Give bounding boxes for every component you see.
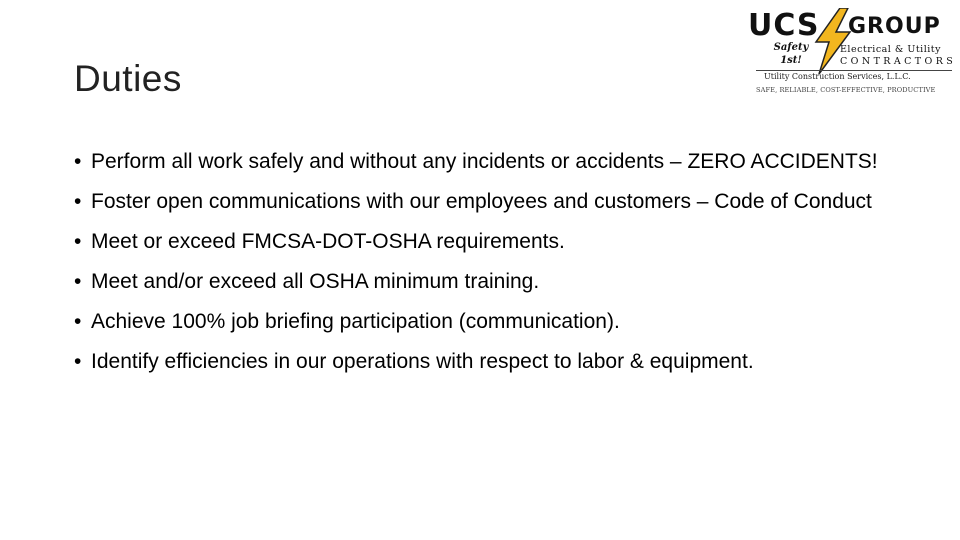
company-logo bbox=[748, 8, 957, 100]
logo-safety-line2: 1st! bbox=[780, 55, 802, 66]
logo-electrical-utility: Electrical & Utility bbox=[840, 44, 941, 55]
bullet-icon: • bbox=[74, 350, 82, 373]
list-item bbox=[74, 148, 884, 175]
list-item-text: Meet or exceed FMCSA-DOT-OSHA requirements. bbox=[91, 230, 565, 253]
logo-ucs-text: UCS bbox=[748, 8, 820, 43]
list-item-text: Perform all work safely and without any incidents or accidents – ZERO ACCIDENTS! bbox=[91, 150, 878, 173]
logo-contractors: CONTRACTORS bbox=[840, 56, 957, 67]
list-item bbox=[74, 308, 884, 335]
list-item bbox=[74, 188, 884, 215]
bullet-icon: • bbox=[74, 190, 82, 213]
list-item-text: Foster open communications with our employees and customers – Code of Conduct bbox=[91, 190, 872, 213]
logo-safety-line1: Safety bbox=[773, 42, 809, 53]
list-item-text: Identify efficiencies in our operations with respect to labor & equipment. bbox=[91, 350, 754, 373]
list-item-text: Achieve 100% job briefing participation (communication). bbox=[91, 310, 620, 333]
duties-list bbox=[74, 148, 884, 388]
slide-title: Duties bbox=[74, 58, 182, 99]
logo-group-text: GROUP bbox=[848, 14, 941, 39]
list-item bbox=[74, 268, 884, 295]
bullet-icon: • bbox=[74, 310, 82, 333]
logo-safety-first bbox=[766, 41, 816, 67]
bullet-icon: • bbox=[74, 150, 82, 173]
logo-tagline: SAFE, RELIABLE, COST-EFFECTIVE, PRODUCTIVE bbox=[756, 86, 936, 94]
logo-company-name: Utility Construction Services, L.L.C. bbox=[764, 72, 911, 81]
list-item bbox=[74, 348, 884, 375]
bullet-icon: • bbox=[74, 270, 82, 293]
list-item-text: Meet and/or exceed all OSHA minimum training. bbox=[91, 270, 540, 293]
bullet-icon: • bbox=[74, 230, 82, 253]
list-item bbox=[74, 228, 884, 255]
